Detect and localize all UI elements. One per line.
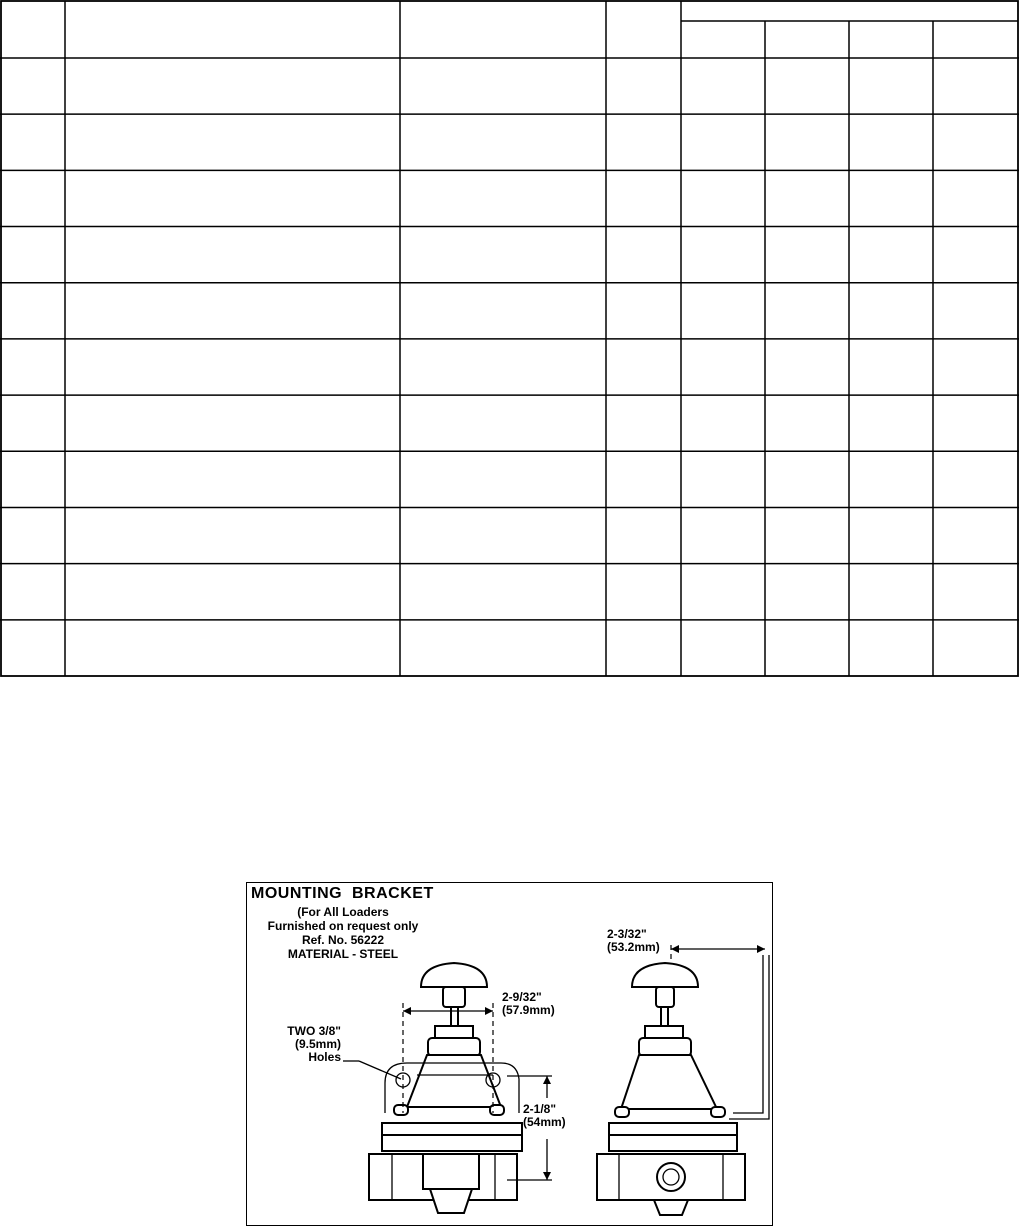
table-cell: [400, 170, 606, 226]
table-cell: [765, 395, 849, 451]
table-cell: [65, 114, 400, 170]
table-cell: [933, 395, 1018, 451]
header-subcell: [681, 21, 765, 58]
table-cell: [1, 451, 65, 507]
table-cell: [681, 564, 765, 620]
table-cell: [606, 507, 681, 563]
table-cell: [765, 170, 849, 226]
header-cell: [606, 1, 681, 58]
height-mm: (54mm): [523, 1115, 566, 1129]
table-cell: [400, 283, 606, 339]
table-cell: [1, 58, 65, 114]
table-cell: [765, 339, 849, 395]
note-line-3: Ref. No. 56222: [301, 933, 385, 947]
figure-notes: [253, 905, 433, 961]
table-cell: [765, 283, 849, 339]
note-line-1: (For All Loaders: [297, 905, 389, 919]
table-cell: [400, 339, 606, 395]
table-cell: [933, 451, 1018, 507]
table-cell: [65, 395, 400, 451]
table-cell: [65, 507, 400, 563]
table-cell: [400, 227, 606, 283]
table-cell: [765, 114, 849, 170]
table-cell: [400, 507, 606, 563]
table-cell: [400, 451, 606, 507]
table-cell: [849, 395, 933, 451]
table-cell: [849, 114, 933, 170]
table-cell: [765, 451, 849, 507]
right-offset-inch: 2-3/32": [607, 927, 647, 941]
table-cell: [849, 170, 933, 226]
header-subcell: [765, 21, 849, 58]
table-cell: [849, 339, 933, 395]
table-cell: [765, 620, 849, 676]
table-cell: [606, 170, 681, 226]
right-offset-mm: (53.2mm): [607, 940, 660, 954]
table-cell: [400, 58, 606, 114]
table-cell: [1, 227, 65, 283]
height-label: [523, 1103, 566, 1129]
header-group-cell: [681, 1, 1018, 21]
table-cell: [933, 114, 1018, 170]
table-cell: [765, 564, 849, 620]
table-cell: [400, 620, 606, 676]
header-subcell: [933, 21, 1018, 58]
table-cell: [65, 170, 400, 226]
table-cell: [933, 507, 1018, 563]
right-offset-label: [607, 928, 660, 954]
hole-spacing-label: [502, 991, 555, 1017]
table-cell: [606, 395, 681, 451]
table-cell: [849, 507, 933, 563]
table-cell: [765, 227, 849, 283]
table-cell: [933, 339, 1018, 395]
table-cell: [849, 564, 933, 620]
table-cell: [681, 620, 765, 676]
table-cell: [681, 58, 765, 114]
table-cell: [65, 564, 400, 620]
table-cell: [849, 283, 933, 339]
table-cell: [849, 227, 933, 283]
table-cell: [1, 283, 65, 339]
table-cell: [681, 395, 765, 451]
table-cell: [400, 395, 606, 451]
table-cell: [765, 507, 849, 563]
table-cell: [65, 451, 400, 507]
table-cell: [400, 564, 606, 620]
table-cell: [606, 227, 681, 283]
table-cell: [681, 283, 765, 339]
table-cell: [606, 339, 681, 395]
height-inch: 2-1/8": [523, 1102, 557, 1116]
table-cell: [606, 283, 681, 339]
table-cell: [606, 620, 681, 676]
table-cell: [1, 620, 65, 676]
table-cell: [606, 114, 681, 170]
holes-line-2: (9.5mm): [294, 1037, 341, 1051]
table-cell: [681, 339, 765, 395]
table-cell: [1, 395, 65, 451]
table-cell: [933, 170, 1018, 226]
header-cell: [400, 1, 606, 58]
table-cell: [849, 451, 933, 507]
hole-spacing-inch: 2-9/32": [502, 990, 542, 1004]
hole-spacing-mm: (57.9mm): [502, 1003, 555, 1017]
header-subcell: [849, 21, 933, 58]
table-cell: [400, 114, 606, 170]
table-cell: [849, 58, 933, 114]
table-cell: [933, 620, 1018, 676]
table-cell: [65, 58, 400, 114]
header-cell: [65, 1, 400, 58]
holes-label: [251, 1025, 341, 1064]
table-cell: [681, 507, 765, 563]
figure-title: MOUNTING BRACKET: [251, 885, 434, 902]
table-cell: [606, 564, 681, 620]
table-cell: [765, 58, 849, 114]
note-line-2: Furnished on request only: [267, 919, 419, 933]
header-cell: [1, 1, 65, 58]
table-cell: [1, 170, 65, 226]
side-view: [597, 945, 769, 1215]
table-cell: [933, 283, 1018, 339]
holes-line-1: TWO 3/8": [287, 1024, 341, 1038]
table-cell: [65, 283, 400, 339]
table-cell: [65, 227, 400, 283]
holes-line-3: Holes: [308, 1050, 341, 1064]
table-cell: [681, 114, 765, 170]
table-cell: [65, 339, 400, 395]
table-cell: [65, 620, 400, 676]
table-cell: [933, 227, 1018, 283]
table-cell: [681, 170, 765, 226]
table-cell: [606, 451, 681, 507]
table-cell: [933, 58, 1018, 114]
table-cell: [1, 114, 65, 170]
mounting-bracket-figure: [246, 882, 773, 1226]
table-cell: [606, 58, 681, 114]
table-cell: [849, 620, 933, 676]
table-cell: [681, 227, 765, 283]
note-line-4: MATERIAL - STEEL: [287, 947, 399, 961]
table-cell: [1, 564, 65, 620]
table-cell: [1, 339, 65, 395]
table-cell: [933, 564, 1018, 620]
table-cell: [1, 507, 65, 563]
table-cell: [681, 451, 765, 507]
